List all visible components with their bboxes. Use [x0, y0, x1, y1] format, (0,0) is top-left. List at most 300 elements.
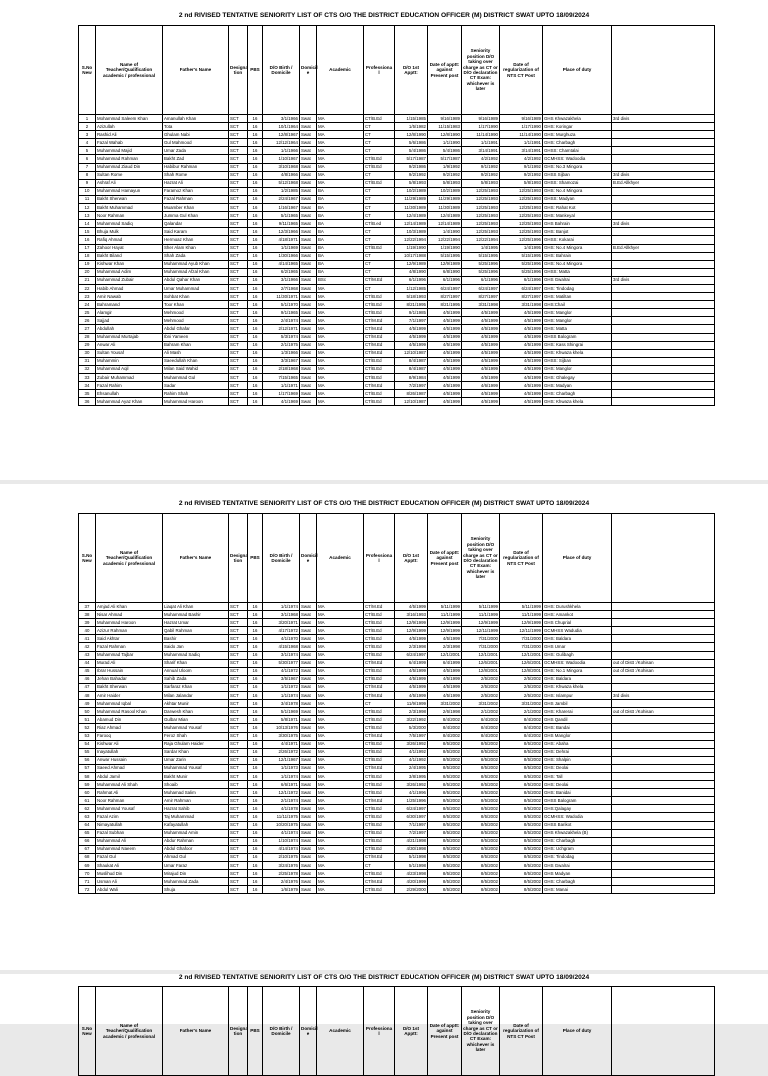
table-cell: [612, 764, 715, 772]
table-cell: 5/15/1995: [500, 252, 543, 260]
table-cell: GHS Gwalrai: [543, 276, 612, 284]
table-cell: MA: [317, 740, 364, 748]
table-cell: Sultan Yousaf: [96, 349, 163, 357]
table-cell: 4/5/1999: [500, 349, 543, 357]
table-cell: SCT: [229, 837, 248, 845]
table-cell: 1/5/1982: [395, 123, 428, 131]
column-header: S.No New: [79, 26, 96, 115]
table-cell: Noor Rahman: [96, 212, 163, 220]
table-cell: Shaukat Ali: [96, 862, 163, 870]
table-cell: Rashid Ali: [96, 131, 163, 139]
table-cell: 47: [79, 683, 96, 691]
table-cell: [612, 195, 715, 203]
table-cell: 12/1/2001: [462, 651, 500, 659]
table-row: [79, 163, 715, 171]
table-cell: [612, 382, 715, 390]
table-cell: Umar Faraz: [163, 862, 229, 870]
table-cell: GHSS: Shamozai: [543, 179, 612, 187]
table-cell: Swat: [300, 365, 317, 373]
table-cell: Ibrar Hussain: [96, 667, 163, 675]
table-cell: [612, 390, 715, 398]
table-cell: Muhammad Amin: [163, 829, 229, 837]
table-cell: Annual Uloom: [163, 667, 229, 675]
table-cell: 16: [248, 870, 263, 878]
table-cell: 8/5/2002: [500, 756, 543, 764]
table-cell: 5/1/1998: [395, 862, 428, 870]
table-cell: BSc: [317, 276, 364, 284]
table-cell: 54: [79, 740, 96, 748]
table-cell: 34: [79, 382, 96, 390]
table-cell: MA: [317, 748, 364, 756]
table-cell: 31: [79, 357, 96, 365]
table-cell: 8/4/2002: [462, 716, 500, 724]
table-cell: MA: [317, 139, 364, 147]
table-cell: Swat: [300, 163, 317, 171]
table-cell: MA: [317, 756, 364, 764]
table-cell: CT/B.Ed: [364, 886, 395, 894]
table-cell: 16: [248, 837, 263, 845]
table-cell: GHS: Bahrain: [543, 252, 612, 260]
table-cell: 12/1/1972: [263, 789, 300, 797]
table-cell: Anwar Ali: [96, 341, 163, 349]
table-cell: 5/25/1996: [462, 268, 500, 276]
table-row: [79, 643, 715, 651]
table-cell: Alamgir: [96, 309, 163, 317]
column-header: Professiona l: [364, 514, 395, 603]
table-cell: 8/5/2002: [500, 740, 543, 748]
table-cell: Mehmood: [163, 317, 229, 325]
table-row: [79, 123, 715, 131]
table-cell: GHS: Khwaza khela: [543, 683, 612, 691]
table-cell: SCT: [229, 171, 248, 179]
table-cell: 16: [248, 317, 263, 325]
table-cell: MA: [317, 667, 364, 675]
table-cell: 16: [248, 341, 263, 349]
table-cell: 11/11/1975: [263, 813, 300, 821]
table-cell: 3/16/1993: [395, 611, 428, 619]
table-cell: Umar Zarin: [163, 756, 229, 764]
table-cell: 4/1/1978: [263, 805, 300, 813]
table-cell: Muhammad Rasool Khan: [96, 708, 163, 716]
sheet-page-3: [0, 974, 768, 1053]
table-cell: 3rd divis: [612, 692, 715, 700]
table-cell: MA: [317, 171, 364, 179]
table-cell: Anwar Hussain: [96, 756, 163, 764]
table-cell: 2/5/2002: [500, 675, 543, 683]
table-cell: CT/B.Ed: [364, 301, 395, 309]
table-cell: 8/5/2002: [428, 837, 462, 845]
table-cell: MA: [317, 862, 364, 870]
table-cell: 2/5/2002: [462, 683, 500, 691]
table-row: [79, 187, 715, 195]
table-cell: 2/4/1995: [395, 764, 428, 772]
table-cell: 16: [248, 635, 263, 643]
table-cell: CT/M.Ed: [364, 349, 395, 357]
table-cell: 9/16/1989: [500, 115, 543, 123]
table-cell: 8/4/2002: [462, 724, 500, 732]
table-cell: 6/1/1996: [462, 276, 500, 284]
table-cell: 12/10/1987: [395, 349, 428, 357]
table-cell: [612, 204, 715, 212]
table-cell: 59: [79, 781, 96, 789]
table-row: [79, 886, 715, 894]
table-cell: Fazal Rahman: [96, 643, 163, 651]
table-cell: 12/9/1999: [395, 627, 428, 635]
table-row: [79, 716, 715, 724]
table-cell: Swat: [300, 284, 317, 292]
seniority-table: [78, 986, 715, 1076]
table-row: [79, 204, 715, 212]
table-cell: GHS: Ghalegay: [543, 374, 612, 382]
table-cell: 2/1/1975: [263, 341, 300, 349]
table-cell: 3/1/1968: [263, 611, 300, 619]
table-cell: Swat: [300, 244, 317, 252]
table-cell: Abdul Qahar Khan: [163, 276, 229, 284]
table-cell: [612, 700, 715, 708]
table-cell: CT/M.Ed: [364, 878, 395, 886]
table-cell: 16: [248, 789, 263, 797]
table-cell: 11/29/1989: [395, 195, 428, 203]
table-cell: 8/4/2002: [428, 724, 462, 732]
table-cell: Muhamad Salim: [163, 789, 229, 797]
table-cell: Shah Zada: [163, 252, 229, 260]
table-cell: 16: [248, 195, 263, 203]
table-cell: 9/2/1992: [500, 171, 543, 179]
table-cell: 12/9/1999: [395, 619, 428, 627]
table-cell: GHS: Gulibagh: [543, 651, 612, 659]
table-cell: GHS: Banidai: [543, 789, 612, 797]
table-cell: 2/6/1998: [428, 708, 462, 716]
table-cell: CT/B.Ed: [364, 813, 395, 821]
table-cell: SCT: [229, 123, 248, 131]
table-cell: Swat: [300, 870, 317, 878]
table-cell: Sahib Zada: [163, 675, 229, 683]
table-cell: GHS Umar: [543, 643, 612, 651]
table-cell: 12/8/2001: [500, 667, 543, 675]
table-cell: 9: [79, 179, 96, 187]
table-cell: 50: [79, 708, 96, 716]
table-cell: 16: [248, 309, 263, 317]
table-cell: 4/5/1999: [395, 635, 428, 643]
column-header: D/O 1st Apptt:: [395, 987, 428, 1076]
table-cell: Muhammad Bashir: [163, 611, 229, 619]
table-cell: Muslihud Din: [96, 870, 163, 878]
table-cell: 8/5/2002: [428, 845, 462, 853]
column-header: Seniority position D/O taking over charge as CT or D/O declaration CT Exam: whichever is later: [462, 26, 500, 115]
table-cell: SCT: [229, 349, 248, 357]
table-cell: 5/6/1986: [395, 139, 428, 147]
table-cell: Swat: [300, 692, 317, 700]
table-cell: 4/5/1999: [428, 341, 462, 349]
table-cell: 12/25/1993: [462, 212, 500, 220]
column-header: Seniority position D/O taking over charge as CT or D/O declaration CT Exam: whichever is later: [462, 514, 500, 603]
table-cell: [612, 212, 715, 220]
header-row: [79, 987, 715, 1076]
table-cell: 4/1/1992: [395, 748, 428, 756]
table-cell: CT: [364, 260, 395, 268]
table-cell: 12/3/1966: [263, 228, 300, 236]
column-header: Designa tion: [229, 987, 248, 1076]
table-cell: MA: [317, 845, 364, 853]
table-cell: CT: [364, 171, 395, 179]
table-cell: 16: [248, 365, 263, 373]
table-cell: 5/11/1999: [428, 603, 462, 611]
table-cell: 9/1/1985: [395, 309, 428, 317]
table-cell: Ghulam Nabi: [163, 131, 229, 139]
table-cell: 8: [79, 171, 96, 179]
table-cell: CT/M.Ed: [364, 317, 395, 325]
table-cell: 4/14/1965: [263, 260, 300, 268]
table-cell: Riaz Ahmad: [96, 724, 163, 732]
table-cell: Swat: [300, 708, 317, 716]
seniority-table: [78, 513, 715, 894]
table-cell: 30: [79, 349, 96, 357]
table-cell: CT/M.Ed: [364, 276, 395, 284]
table-cell: CT/M.Ed: [364, 732, 395, 740]
table-row: [79, 131, 715, 139]
table-cell: 4/5/1999: [462, 317, 500, 325]
table-cell: Swat: [300, 845, 317, 853]
table-cell: 16: [248, 619, 263, 627]
table-row: [79, 805, 715, 813]
table-cell: GHSS Barikot: [543, 821, 612, 829]
table-cell: [612, 260, 715, 268]
table-cell: Muhammad Ali Shah: [96, 781, 163, 789]
table-cell: Mirajud Din: [163, 870, 229, 878]
table-cell: 12/9/1989: [428, 260, 462, 268]
table-cell: 8/5/2002: [428, 805, 462, 813]
column-header: Professiona l: [364, 26, 395, 115]
table-cell: Swat: [300, 147, 317, 155]
table-cell: GHS: Manglor: [543, 317, 612, 325]
table-cell: 16: [248, 244, 263, 252]
table-cell: CT/B.Ed: [364, 365, 395, 373]
column-header: Name of Teacher/Qualification academic / professional: [96, 514, 163, 603]
table-cell: 16: [248, 390, 263, 398]
table-cell: 46: [79, 675, 96, 683]
table-cell: Abdul Jamil: [96, 772, 163, 780]
table-cell: 16: [248, 268, 263, 276]
table-cell: 2/3/1998: [395, 643, 428, 651]
table-cell: 4/20/1999: [395, 878, 428, 886]
table-cell: 6/4/1999: [428, 659, 462, 667]
table-cell: [612, 228, 715, 236]
table-cell: 16: [248, 651, 263, 659]
table-cell: 12/22/1994: [395, 236, 428, 244]
table-cell: 8/27/1997: [462, 293, 500, 301]
table-row: [79, 853, 715, 861]
table-cell: SCT: [229, 813, 248, 821]
table-cell: SCT: [229, 716, 248, 724]
table-cell: 2/18/1968: [263, 365, 300, 373]
table-cell: MA: [317, 365, 364, 373]
table-cell: 8/5/2002: [428, 870, 462, 878]
table-cell: SCT: [229, 789, 248, 797]
table-cell: GHS: Matiltan: [543, 293, 612, 301]
table-cell: Swat: [300, 756, 317, 764]
table-cell: 12/25/1993: [462, 204, 500, 212]
table-cell: 12/4/1989: [428, 212, 462, 220]
table-cell: Muhammad Yousaf: [163, 764, 229, 772]
table-cell: BA: [317, 260, 364, 268]
table-cell: MA: [317, 131, 364, 139]
table-cell: 1/12/1985: [395, 284, 428, 292]
table-row: [79, 155, 715, 163]
table-cell: CT/M.Ed: [364, 659, 395, 667]
table-cell: 8/5/2002: [428, 853, 462, 861]
table-cell: Swat: [300, 398, 317, 406]
table-cell: [612, 293, 715, 301]
table-cell: Muhammad Ziaud Din: [96, 163, 163, 171]
table-cell: 16: [248, 163, 263, 171]
table-cell: 6/30/1997: [395, 813, 428, 821]
table-cell: Gul Mahmood: [163, 139, 229, 147]
table-row: [79, 293, 715, 301]
table-cell: Hazrat Ali: [163, 179, 229, 187]
table-cell: Swat: [300, 821, 317, 829]
table-row: [79, 862, 715, 870]
table-cell: MA: [317, 357, 364, 365]
table-cell: 49: [79, 700, 96, 708]
table-cell: 5/4/1986: [395, 147, 428, 155]
table-cell: [612, 756, 715, 764]
table-cell: 5/25/1996: [462, 260, 500, 268]
table-row: [79, 837, 715, 845]
table-cell: Swat: [300, 748, 317, 756]
table-cell: GHS: No.1 Mingora: [543, 667, 612, 675]
table-cell: Bahram Khan: [163, 341, 229, 349]
table-cell: 12/10/1987: [395, 398, 428, 406]
table-cell: 16: [248, 764, 263, 772]
table-cell: 8/5/2002: [500, 886, 543, 894]
table-cell: Swat: [300, 635, 317, 643]
table-cell: [612, 781, 715, 789]
table-cell: GHS: Manglor: [543, 365, 612, 373]
table-cell: Swat: [300, 268, 317, 276]
table-cell: 68: [79, 853, 96, 861]
table-cell: MA: [317, 692, 364, 700]
table-cell: Sher Alam Khan: [163, 244, 229, 252]
table-cell: 8/5/2002: [500, 862, 543, 870]
table-cell: 5/11/1999: [500, 603, 543, 611]
table-cell: 4/5/1999: [395, 667, 428, 675]
table-cell: 4/5/1999: [395, 341, 428, 349]
table-cell: Hazrat Sahib: [163, 805, 229, 813]
table-cell: 4/6/1999: [462, 382, 500, 390]
table-cell: Swat: [300, 797, 317, 805]
table-cell: 3/24/1976: [263, 862, 300, 870]
table-cell: Swat: [300, 333, 317, 341]
table-cell: [612, 398, 715, 406]
table-cell: 16: [248, 732, 263, 740]
table-cell: [612, 651, 715, 659]
table-cell: SCT: [229, 878, 248, 886]
table-cell: SCT: [229, 603, 248, 611]
table-row: [79, 398, 715, 406]
table-row: [79, 349, 715, 357]
table-cell: SCT: [229, 382, 248, 390]
table-cell: CT/B.Ed: [364, 724, 395, 732]
table-cell: SCT: [229, 635, 248, 643]
table-cell: Muhammad Ayaz Khan: [96, 398, 163, 406]
table-cell: 8/5/2002: [428, 764, 462, 772]
table-cell: Said Karam: [163, 228, 229, 236]
table-cell: 10/3/1989: [395, 228, 428, 236]
table-row: [79, 374, 715, 382]
table-row: [79, 700, 715, 708]
table-cell: 4/5/1999: [428, 398, 462, 406]
table-cell: 4/5/1999: [500, 390, 543, 398]
table-cell: SCT: [229, 374, 248, 382]
table-cell: Taj Muhammad: [163, 813, 229, 821]
table-cell: MA: [317, 643, 364, 651]
table-cell: 16: [248, 276, 263, 284]
table-cell: SCT: [229, 651, 248, 659]
column-header: Designa tion: [229, 26, 248, 115]
table-cell: 16: [248, 700, 263, 708]
table-cell: Abdul Wali: [96, 886, 163, 894]
table-cell: MA: [317, 772, 364, 780]
table-cell: 5/17/1987: [428, 155, 462, 163]
table-cell: 5/8/1993: [462, 179, 500, 187]
table-cell: [612, 365, 715, 373]
table-cell: 10: [79, 187, 96, 195]
table-cell: GHS: Deolai: [543, 781, 612, 789]
table-cell: Abdullah: [96, 325, 163, 333]
column-header: Seniority position D/O taking over charge as CT or D/O declaration CT Exam: whichever is later: [462, 987, 500, 1076]
table-cell: 16: [248, 301, 263, 309]
table-cell: CT/B.Ed: [364, 179, 395, 187]
table-cell: 16: [248, 236, 263, 244]
table-cell: Swat: [300, 204, 317, 212]
table-cell: 33: [79, 374, 96, 382]
table-cell: [612, 635, 715, 643]
table-row: [79, 244, 715, 252]
table-cell: CT: [364, 187, 395, 195]
table-cell: 16: [248, 123, 263, 131]
table-cell: 71: [79, 878, 96, 886]
table-row: [79, 276, 715, 284]
table-cell: 4/5/1999: [462, 357, 500, 365]
table-cell: 16: [248, 611, 263, 619]
table-cell: SCT: [229, 268, 248, 276]
table-cell: SCT: [229, 667, 248, 675]
table-cell: 4/30/1998: [395, 845, 428, 853]
column-header: Place of duty: [543, 514, 612, 603]
table-cell: MA: [317, 813, 364, 821]
column-header: Date of apptt: against Present post: [428, 987, 462, 1076]
table-cell: 5/3/1974: [263, 333, 300, 341]
table-cell: 12/22/1994: [462, 236, 500, 244]
table-cell: 2/25/1978: [263, 870, 300, 878]
table-cell: 1/4/1995: [462, 244, 500, 252]
table-cell: SCT: [229, 805, 248, 813]
table-cell: 66: [79, 837, 96, 845]
table-cell: SCT: [229, 220, 248, 228]
table-cell: Muhammad Tajbar: [96, 651, 163, 659]
table-cell: 1/1/1972: [263, 683, 300, 691]
table-cell: GHS: Charbagh: [543, 878, 612, 886]
column-header: Name of Teacher/Qualification academic / professional: [96, 26, 163, 115]
table-cell: CT/B.Ed: [364, 667, 395, 675]
table-cell: GHSS: Kokarai: [543, 236, 612, 244]
table-cell: Milan Said Wahid: [163, 365, 229, 373]
table-cell: 3/4/1978: [263, 700, 300, 708]
table-cell: 8/5/2002: [462, 772, 500, 780]
table-cell: GHS: No.4 Mingora: [543, 260, 612, 268]
table-cell: Fazal Rahman: [163, 195, 229, 203]
table-cell: CT/B.ed: [364, 220, 395, 228]
